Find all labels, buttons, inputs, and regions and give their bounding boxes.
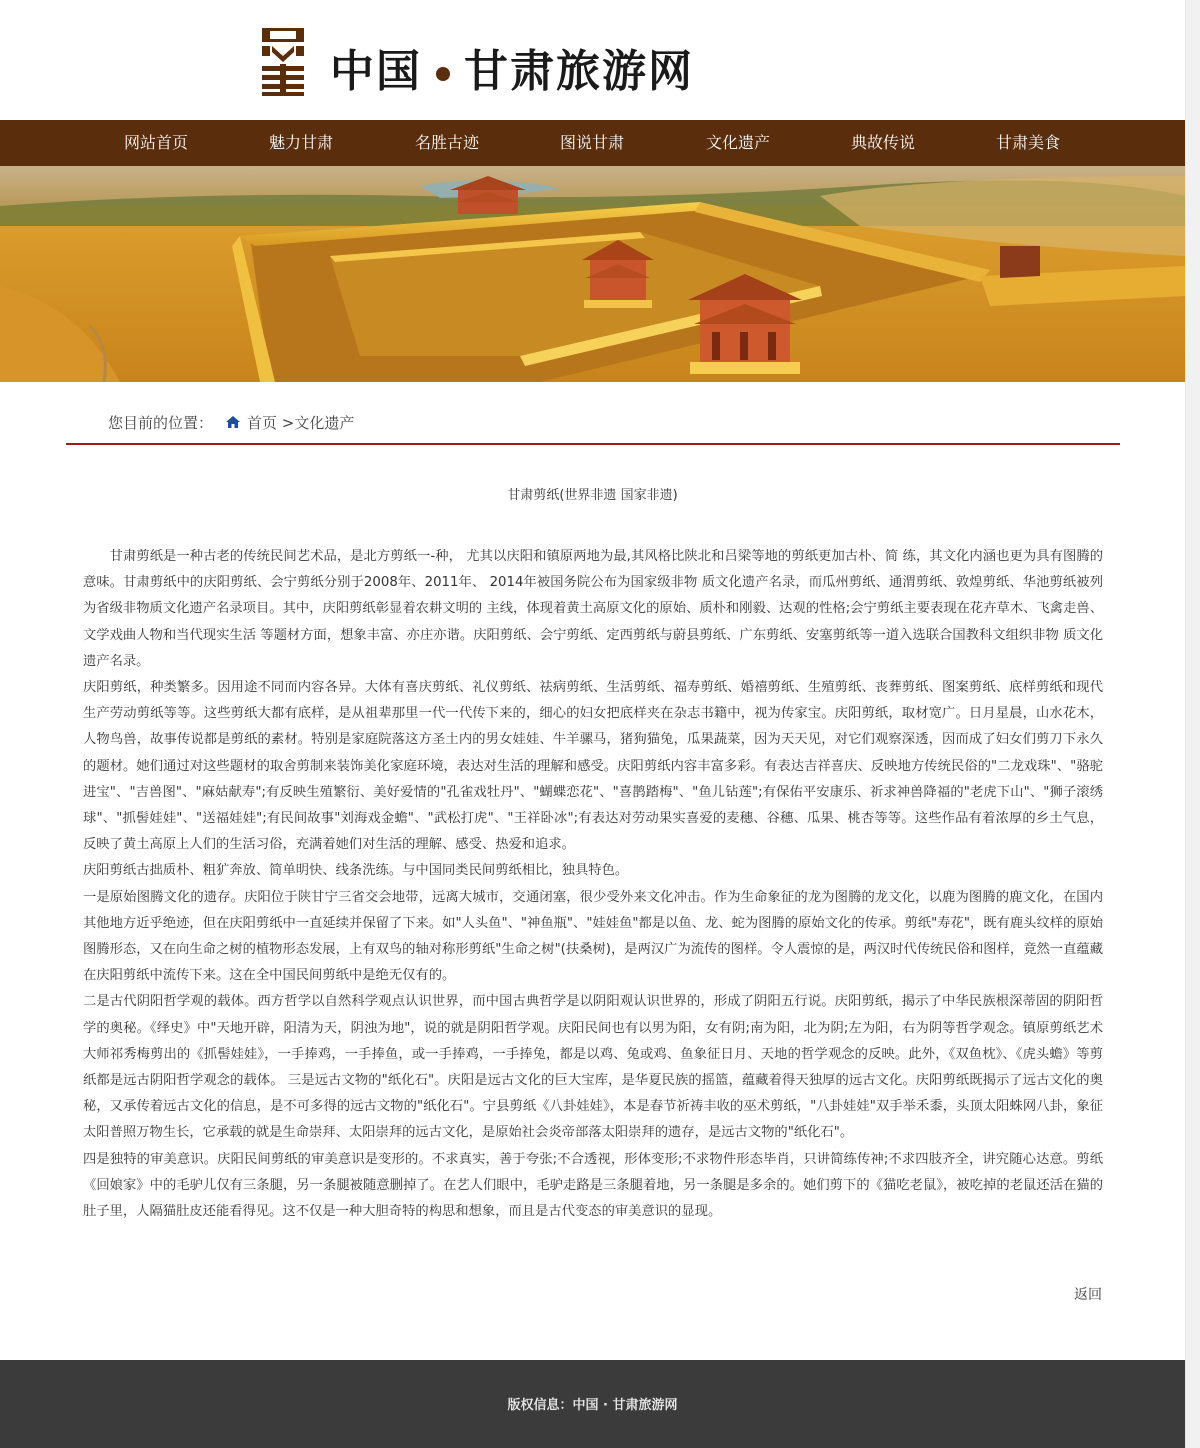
title-dot-separator [436,67,450,81]
nav-item-charm[interactable]: 魅力甘肃 [268,133,333,152]
site-title-right: 甘肃旅游网 [464,46,694,97]
banner-image [0,166,1185,382]
article-paragraph: 庆阳剪纸古拙质朴、粗犷奔放、简单明快、线条洗练。与中国同类民间剪纸相比，独具特色。 [83,863,629,879]
breadcrumb-current: >文化遗产 [277,414,355,432]
back-link[interactable]: 返回 [1074,1287,1102,1303]
article-paragraph: 二是古代阴阳哲学观的载体。西方哲学以自然科学观点认识世界，而中国古典哲学是以阴阳观认识世界的，形成了阴阳五行说。庆阳剪纸，揭示了中华民族根深蒂固的阴阳哲学的奥秘。《绎史》中"天地开辟，阳清为天，阴浊为地"，说的就是阴阳哲学观。庆阳民间也有以男为阳，女有阴;南为阳，北为阴;左为阳，右为阴等哲学观念。镇原剪纸艺术大师祁秀梅剪出的《抓髻娃娃》，一手捧鸡，一手捧鱼，或一手捧鸡，一手捧兔，都是以鸡、兔或鸡、鱼象征日月、天地的哲学观念的反映。此外，《双鱼枕》、《虎头蟾》等剪纸都是远古阴阳哲学观念的载体。 三是远古文物的"纸化石"。庆阳是远古文化的巨大宝库，是华夏民族的摇篮，蕴藏着得天独厚的远古文化。庆阳剪纸既揭示了远古文化的奥秘，又承传着远古文化的信息，是不可多得的远古文物的"纸化石"。宁县剪纸《八卦娃娃》，本是春节祈祷丰收的巫术剪纸，"八卦娃娃"双手举禾黍，头顶太阳蛛网八卦，象征太阳普照万物生长，它承载的就是生命崇拜、太阳崇拜的远古文化，是原始社会炎帝部落太阳崇拜的遗存，是远古文物的"纸化石"。 [83,994,1103,1141]
page-scrollbar[interactable] [1185,0,1200,1448]
nav-item-heritage[interactable]: 文化遗产 [705,133,770,152]
breadcrumb-home-link[interactable]: 首页 [247,414,278,432]
site-header [0,0,1185,120]
site-logo[interactable] [258,24,308,98]
article-paragraph: 一是原始图腾文化的遗存。庆阳位于陕甘宁三省交会地带，远离大城市，交通闭塞，很少受外来文化冲击。作为生命象征的龙为图腾的龙文化，以鹿为图腾的鹿文化，在国内其他地方近乎绝迹，但在庆阳剪纸中一直延续并保留了下来。如"人头鱼"、"神鱼瓶"、"娃娃鱼"都是以鱼、龙、蛇为图腾的原始文化的传承。剪纸"寿花"，既有鹿头纹样的原始图腾形态，又在向生命之树的植物形态发展，上有双鸟的轴对称形剪纸"生命之树"(扶桑树)，是两汉广为流传的图样。令人震惊的是，两汉时代传统民俗和图样，竟然一直蕴藏在庆阳剪纸中流传下来。这在全中国民间剪纸中是绝无仅有的。 [83,889,1103,984]
fortress-illustration [0,166,1185,382]
footer [0,1360,1185,1448]
breadcrumb-prefix: 您目前的位置： [108,414,214,432]
nav-item-food[interactable]: 甘肃美食 [995,133,1060,152]
main-nav [0,120,1185,166]
article-paragraph: 甘肃剪纸是一种古老的传统民间艺术品，是北方剪纸一-种， 尤其以庆阳和镇原两地为最,其风格比陕北和吕梁等地的剪纸更加古朴、简 练，其文化内涵也更为具有图腾的意味。甘肃剪纸中的庆阳剪纸、会宁剪纸分别于2008年、2011年、 2014年被国务院公布为国家级非物 质文化遗产名录，而瓜州剪纸、通渭剪纸、敦煌剪纸、华池剪纸被列为省级非物质文化遗产名录项目。其中，庆阳剪纸彰显着农耕文明的 主线，体现着黄土高原文化的原始、质朴和刚毅、达观的性格;会宁剪纸主要表现在花卉草木、飞禽走兽、 文学戏曲人物和当代现实生活 等题材方面，想象丰富、亦庄亦谐。庆阳剪纸、会宁剪纸、定西剪纸与蔚县剪纸、广东剪纸、安塞剪纸等一道入选联合国教科文组织非物 质文化遗产名录。 [83,549,1103,669]
site-title [330,44,694,100]
nav-item-legends[interactable]: 典故传说 [850,133,915,152]
site-title-left: 中国 [330,46,422,97]
article-paragraph: 四是独特的审美意识。庆阳民间剪纸的审美意识是变形的。不求真实，善于夸张;不合透视，形体变形;不求物件形态毕肖，只讲简练传神;不求四肢齐全，讲究随心达意。剪纸《回娘家》中的毛驴儿仅有三条腿，另一条腿被随意删掉了。在艺人们眼中，毛驴走路是三条腿着地，另一条腿是多余的。她们剪下的《猫吃老鼠》，被吃掉的老鼠还活在猫的肚子里，人隔猫肚皮还能看得见。这不仅是一种大胆奇特的构思和想象，而且是古代变态的审美意识的显现。 [83,1151,1103,1220]
article-paragraph: 庆阳剪纸，种类繁多。因用途不同而内容各异。大体有喜庆剪纸、礼仪剪纸、祛病剪纸、生活剪纸、福寿剪纸、婚禧剪纸、生殖剪纸、丧葬剪纸、图案剪纸、底样剪纸和现代生产劳动剪纸等等。这些剪纸大都有底样，是从祖辈那里一代一代传下来的，细心的妇女把底样夹在杂志书籍中，视为传家宝。庆阳剪纸，取材宽广。日月星晨，山水花木，人物鸟兽，故事传说都是剪纸的素材。特别是家庭院落这方圣土内的男女娃娃、牛羊骡马，猪狗猫兔，瓜果蔬菜，因为天天见，对它们观察深透，因而成了妇女们剪刀下永久的题材。她们通过对这些题材的取舍剪制来装饰美化家庭环境，表达对生活的理解和感受。庆阳剪纸内容丰富多彩。有表达吉祥喜庆、反映地方传统民俗的"二龙戏珠"、"骆驼进宝"、"吉兽图"、"麻姑献寿";有反映生殖繁衍、美好爱情的"孔雀戏牡丹"、"蝴蝶恋花"、"喜鹊踏梅"、"鱼儿钻莲";有保佑平安康乐、祈求神兽降福的"老虎下山"、"狮子滚绣球"、"抓髻娃娃"、"送福娃娃";有民间故事"刘海戏金蟾"、"武松打虎"、"王祥卧冰";有表达对劳动果实喜爱的麦穗、谷穗、瓜果、桃杏等等。这些作品有着浓厚的乡土气息，反映了黄土高原上人们的生活习俗，充满着她们对生活的理解、感受、热爱和追求。 [83,680,1103,853]
nav-item-home[interactable]: 网站首页 [123,133,188,152]
nav-item-pictures[interactable]: 图说甘肃 [559,133,624,152]
breadcrumb-divider [66,443,1120,445]
home-icon [225,411,241,437]
article-title: 甘肃剪纸(世界非遗 国家非遗) [507,488,678,503]
breadcrumb [108,410,354,436]
nav-item-scenic[interactable]: 名胜古迹 [414,133,479,152]
footer-copyright: 版权信息：中国 · 甘肃旅游网 [507,1398,678,1413]
article-body [83,544,1103,1225]
